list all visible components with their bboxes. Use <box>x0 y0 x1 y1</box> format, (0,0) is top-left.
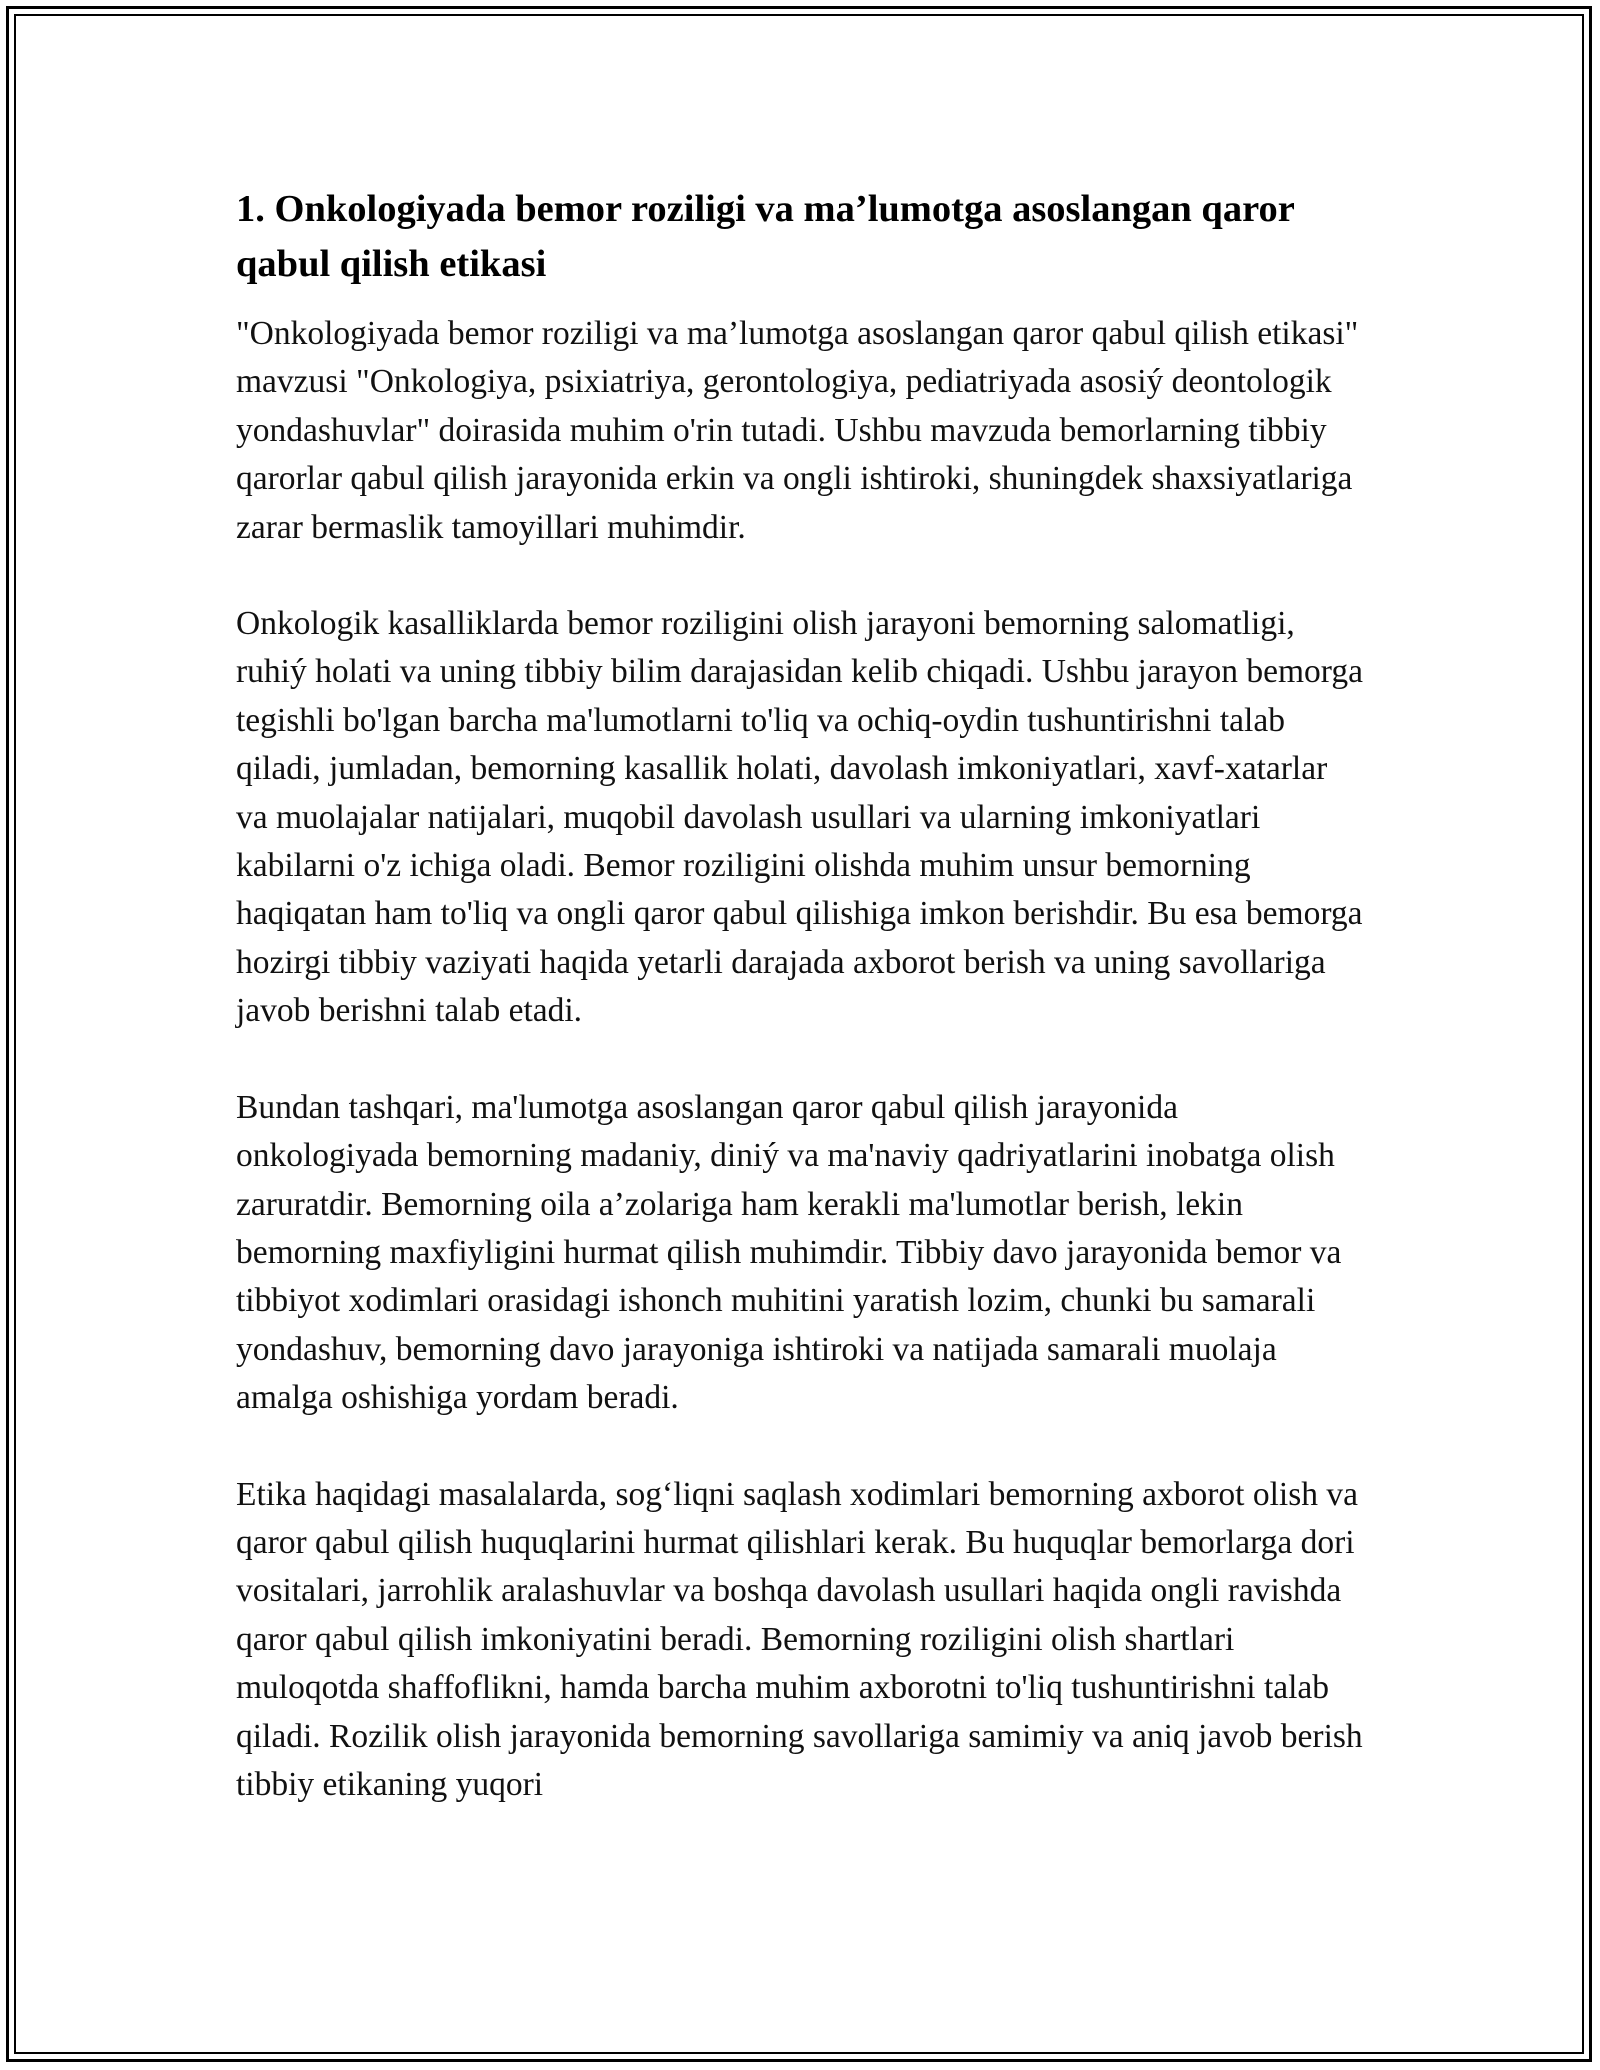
paragraph-2: Onkologik kasalliklarda bemor roziligini olish jarayoni bemorning salomatligi, ruhiý holati va uning tibbiy bilim darajasidan kelib chiqadi. Ushbu jarayon bemorga tegishli bo'lgan barcha ma'lumotlarni to'liq va ochiq-oydin tushuntirishni talab qiladi, jumladan, bemorning kasallik holati, davolash imkoniyatlari, xavf-xatarlar va muolajalar natijalari, muqobil davolash usullari va ularning imkoniyatlari kabilarni o'z ichiga oladi. Bemor roziligini olishda muhim unsur bemorning haqiqatan ham to'liq va ongli qaror qabul qilishiga imkon berishdir. Bu esa bemorga hozirgi tibbiy vaziyati haqida yetarli darajada axborot berish va uning savollariga javob berishni talab etadi. <box>236 605 1363 1030</box>
paragraph-1: "Onkologiyada bemor roziligi va ma’lumotga asoslangan qaror qabul qilish etikasi" mavzusi "Onkologiya, psixiatriya, gerontologiya, pediatriyada asosiý deontologik yondashuvlar" doirasida muhim o'rin tutadi. Ushbu mavzuda bemorlarning tibbiy qarorlar qabul qilish jarayonida erkin va ongli ishtiroki, shuningdek shaxsiyatlariga zarar bermaslik tamoyillari muhimdir. <box>236 315 1359 546</box>
section-heading: 1. Onkologiyada bemor roziligi va ma’lumotga asoslangan qaror qabul qilish etikasi <box>236 188 1295 285</box>
paragraph-3: Bundan tashqari, ma'lumotga asoslangan qaror qabul qilish jarayonida onkologiyada bemorning madaniy, diniý va ma'naviy qadriyatlarini inobatga olish zaruratdir. Bemorning oila a’zolariga ham kerakli ma'lumotlar berish, lekin bemorning maxfiyligini hurmat qilish muhimdir. Tibbiy davo jarayonida bemor va tibbiyot xodimlari orasidagi ishonch muhitini yaratish lozim, chunki bu samarali yondashuv, bemorning davo jarayoniga ishtiroki va natijada samarali muolaja amalga oshishiga yordam beradi. <box>236 1088 1342 1417</box>
paragraph-4: Etika haqidagi masalalarda, sog‘liqni saqlash xodimlari bemorning axborot olish va qaror qabul qilish huquqlarini hurmat qilishlari kerak. Bu huquqlar bemorlarga dori vositalari, jarrohlik aralashuvlar va boshqa davolash usullari haqida ongli ravishda qaror qabul qilish imkoniyatini beradi. Bemorning roziligini olish shartlari muloqotda shaffoflikni, hamda barcha muhim axborotni to'liq tushuntirishni talab qiladi. Rozilik olish jarayonida bemorning savollariga samimiy va aniq javob berish tibbiy etikaning yuqori <box>236 1475 1363 1803</box>
document-body <box>236 182 1366 1809</box>
